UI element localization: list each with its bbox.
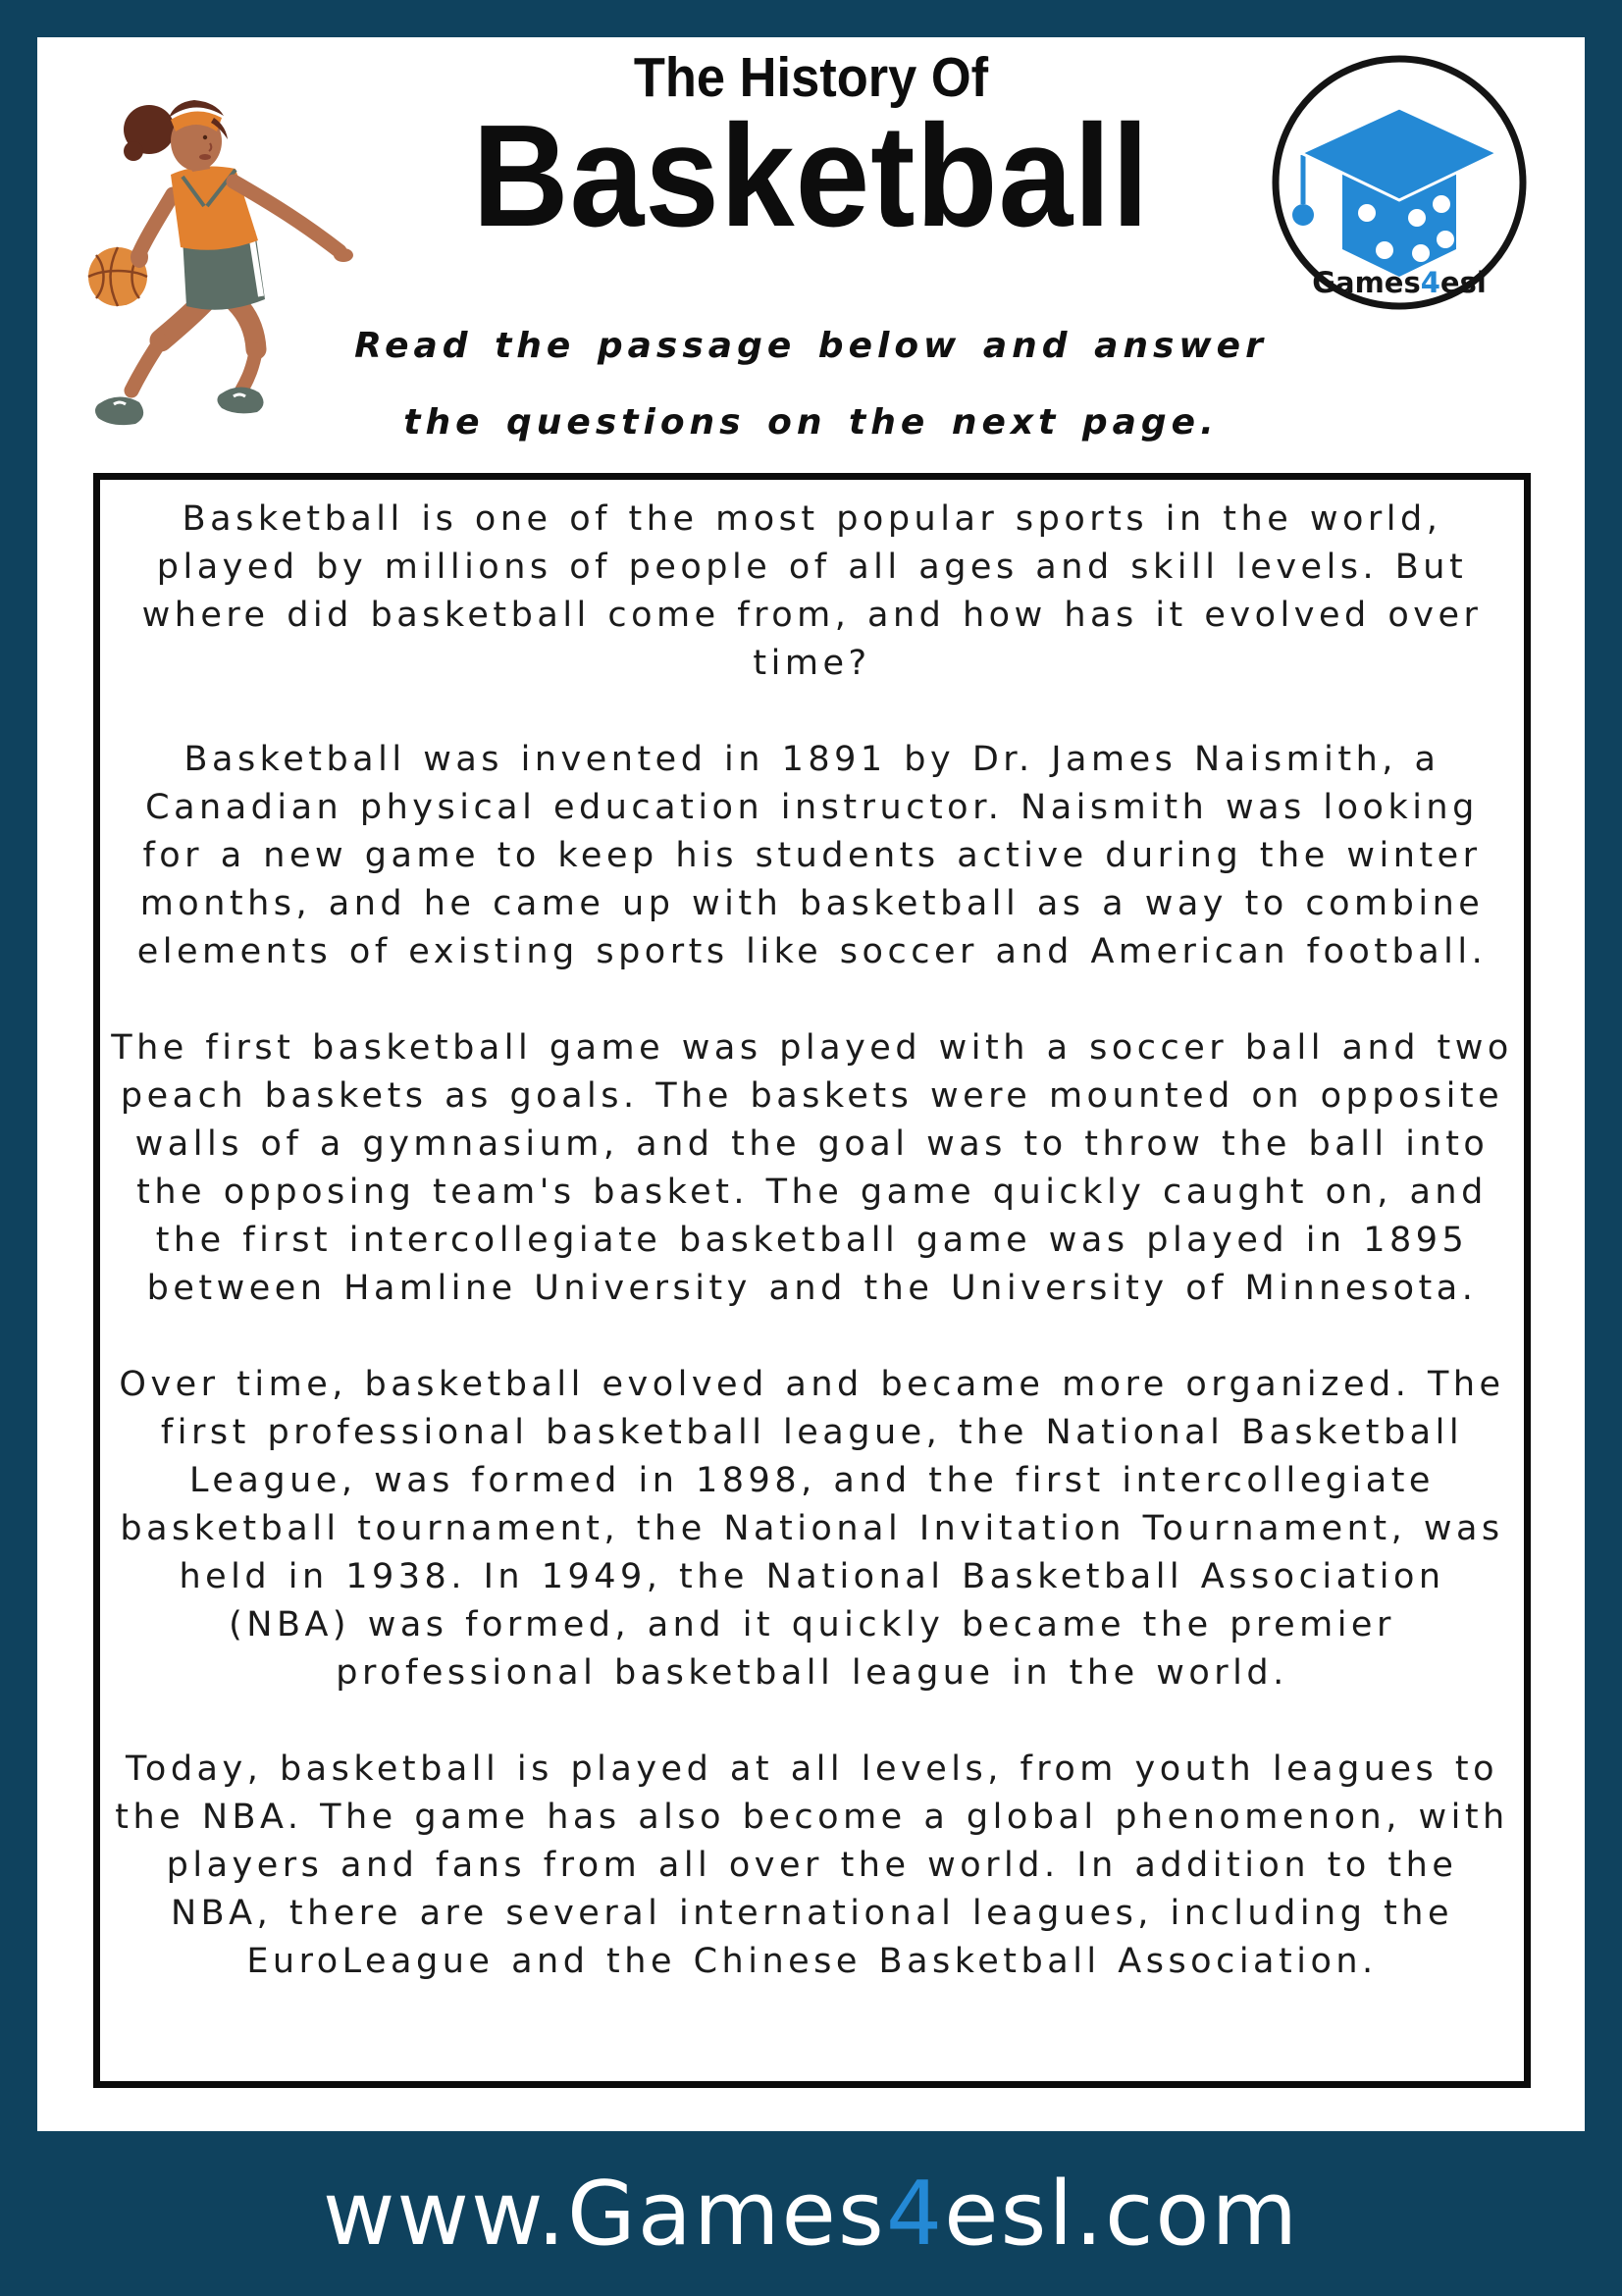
passage-paragraph: The first basketball game was played with a soccer ball and two peach baskets as goals. The baskets were mounted on opposite walls of a gymnasium, and the goal was to throw the ball into the opposing team's basket. The game quickly caught on, and the first intercollegiate basketball game was played in 1895 between Hamline University and the University of Minnesota. [111, 1028, 1513, 1308]
passage-paragraph: Over time, basketball evolved and became more organized. The first professional basketball league, the National Basketball League, was formed in 1898, and the first intercollegiate basketball tournament, the National Invitation Tournament, was held in 1938. In 1949, the National Basketball Association (NBA) was formed, and it quickly became the premier professional basketball league in the world. [119, 1365, 1505, 1693]
passage-paragraph: Basketball was invented in 1891 by Dr. James Naismith, a Canadian physical education instructor. Naismith was looking for a new game to keep his students active during the winter months, and he came up with basketball as a way to combine elements of existing sports like soccer and American football. [136, 740, 1488, 971]
passage-box [93, 473, 1531, 2088]
frame-border-right [1585, 0, 1622, 2131]
frame-border-top [0, 0, 1622, 37]
logo-wordmark: Games4esl [1312, 266, 1487, 299]
website-url [323, 2163, 1299, 2266]
url-number: 4 [885, 2162, 945, 2266]
passage-paragraph: Basketball is one of the most popular sports in the world, played by millions of people of all ages and skill levels. But where did basketball come from, and how has it evolved over time? [141, 499, 1483, 683]
footer-band [0, 2131, 1622, 2296]
page-supertitle: The History Of [633, 46, 989, 109]
url-suffix: esl.com [944, 2162, 1300, 2266]
passage-paragraph: Today, basketball is played at all levels, from youth leagues to the NBA. The game has also become a global phenomenon, with players and fans from all over the world. In addition to the NBA, there are several international leagues, including the EuroLeague and the Chinese Basketball Association. [115, 1749, 1509, 1981]
url-prefix: www.Games [322, 2162, 886, 2266]
frame-border-left [0, 0, 37, 2131]
instructions-text: Read the passage below and answer the questions on the next page. [354, 326, 1268, 443]
header [37, 37, 1585, 461]
page-title: Basketball [472, 95, 1150, 257]
